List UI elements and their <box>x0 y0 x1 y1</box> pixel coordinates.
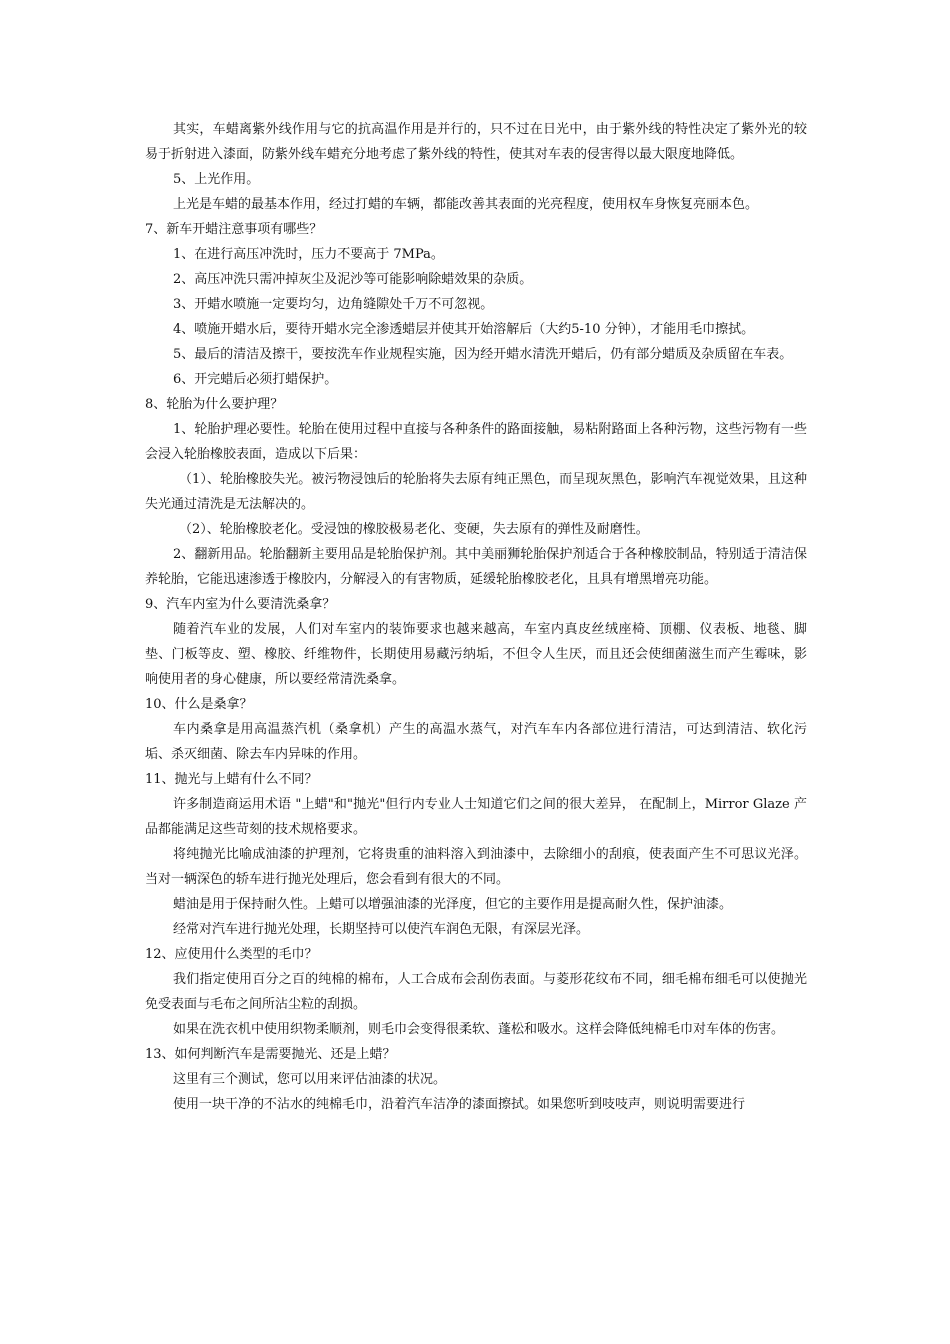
list-item: 6、开完蜡后必须打蜡保护。 <box>173 372 338 387</box>
sub-list-item: （2）、轮胎橡胶老化。受浸蚀的橡胶极易老化、变硬，失去原有的弹性及耐磨性。 <box>179 522 649 537</box>
section-heading: 7、新车开蜡注意事项有哪些？ <box>145 222 323 237</box>
paragraph: 随着汽车业的发展，人们对车室内的装饰要求也越来越高，车室内真皮丝绒座椅、顶棚、仪表板、地毯、脚垫、门板等皮、塑、橡胶、纤维物件，长期使用易藏污纳垢，不但令人生厌，而且还会使细菌滋生而产生霉味，影响使用者的身心健康，所以要经常清洗桑拿。 <box>145 622 807 687</box>
paragraph: 这里有三个测试，您可以用来评估油漆的状况。 <box>173 1072 447 1087</box>
list-item: 2、翻新用品。轮胎翻新主要用品是轮胎保护剂。其中美丽狮轮胎保护剂适合于各种橡胶制品，特别适于清洁保养轮胎，它能迅速渗透于橡胶内，分解浸入的有害物质，延缓轮胎橡胶老化，且具有增黑增亮功能。 <box>145 547 807 587</box>
paragraph: 使用一块干净的不沾水的纯棉毛巾，沿着汽车洁净的漆面擦拭。如果您听到吱吱声，则说明需要进行 <box>173 1097 746 1112</box>
document-body <box>145 117 807 1117</box>
list-item: 5、上光作用。 <box>173 172 260 187</box>
sub-list-item: （1）、轮胎橡胶失光。被污物浸蚀后的轮胎将失去原有纯正黑色，而呈现灰黑色，影响汽车视觉效果，且这种失光通过清洗是无法解决的。 <box>145 472 807 512</box>
section-heading: 12、应使用什么类型的毛巾？ <box>145 947 318 962</box>
list-item: 2、高压冲洗只需冲掉灰尘及泥沙等可能影响除蜡效果的杂质。 <box>173 272 533 287</box>
paragraph: 蜡油是用于保持耐久性。上蜡可以增强油漆的光泽度，但它的主要作用是提高耐久性，保护油漆。 <box>173 897 733 912</box>
section-heading: 10、什么是桑拿？ <box>145 697 253 712</box>
paragraph: 我们指定使用百分之百的纯棉的棉布，人工合成布会刮伤表面。与菱形花纹布不同，细毛棉布细毛可以使抛光免受表面与毛布之间所沾尘粒的刮损。 <box>145 972 807 1012</box>
list-item: 1、轮胎护理必要性。轮胎在使用过程中直接与各种条件的路面接触，易粘附路面上各种污物，这些污物有一些会浸入轮胎橡胶表面，造成以下后果： <box>145 422 807 462</box>
paragraph: 经常对汽车进行抛光处理，长期坚持可以使汽车润色无限，有深层光泽。 <box>173 922 590 937</box>
paragraph: 将纯抛光比喻成油漆的护理剂，它将贵重的油料溶入到油漆中，去除细小的刮痕，使表面产生不可思议光泽。当对一辆深色的轿车进行抛光处理后，您会看到有很大的不同。 <box>145 847 807 887</box>
paragraph: 其实，车蜡离紫外线作用与它的抗高温作用是并行的，只不过在日光中，由于紫外线的特性决定了紫外光的较易于折射进入漆面，防紫外线车蜡充分地考虑了紫外线的特性，使其对车表的侵害得以最大限度地降低。 <box>145 122 807 162</box>
section-heading: 9、汽车内室为什么要清洗桑拿？ <box>145 597 336 612</box>
section-heading: 11、抛光与上蜡有什么不同？ <box>145 772 318 787</box>
section-heading: 8、轮胎为什么要护理？ <box>145 397 284 412</box>
paragraph: 如果在洗衣机中使用织物柔顺剂，则毛巾会变得很柔软、蓬松和吸水。这样会降低纯棉毛巾对车体的伤害。 <box>173 1022 785 1037</box>
paragraph: 车内桑拿是用高温蒸汽机（桑拿机）产生的高温水蒸气，对汽车车内各部位进行清洁，可达到清洁、软化污垢、杀灭细菌、除去车内异味的作用。 <box>145 722 807 762</box>
list-item: 1、在进行高压冲洗时，压力不要高于 7MPa。 <box>173 247 444 262</box>
paragraph: 上光是车蜡的最基本作用，经过打蜡的车辆，都能改善其表面的光亮程度，使用权车身恢复亮丽本色。 <box>173 197 759 212</box>
list-item: 5、最后的清洁及擦干，要按洗车作业规程实施，因为经开蜡水清洗开蜡后，仍有部分蜡质及杂质留在车表。 <box>173 347 793 362</box>
list-item: 4、喷施开蜡水后，要待开蜡水完全渗透蜡层并使其开始溶解后（大约5-10 分钟），才能用毛巾擦拭。 <box>173 322 755 337</box>
section-heading: 13、如何判断汽车是需要抛光、还是上蜡？ <box>145 1047 396 1062</box>
paragraph: 许多制造商运用术语 "上蜡"和"抛光"但行内专业人士知道它们之间的很大差异， 在配制上，Mirror Glaze 产品都能满足这些苛刻的技术规格要求。 <box>145 797 807 837</box>
list-item: 3、开蜡水喷施一定要均匀，边角缝隙处千万不可忽视。 <box>173 297 494 312</box>
